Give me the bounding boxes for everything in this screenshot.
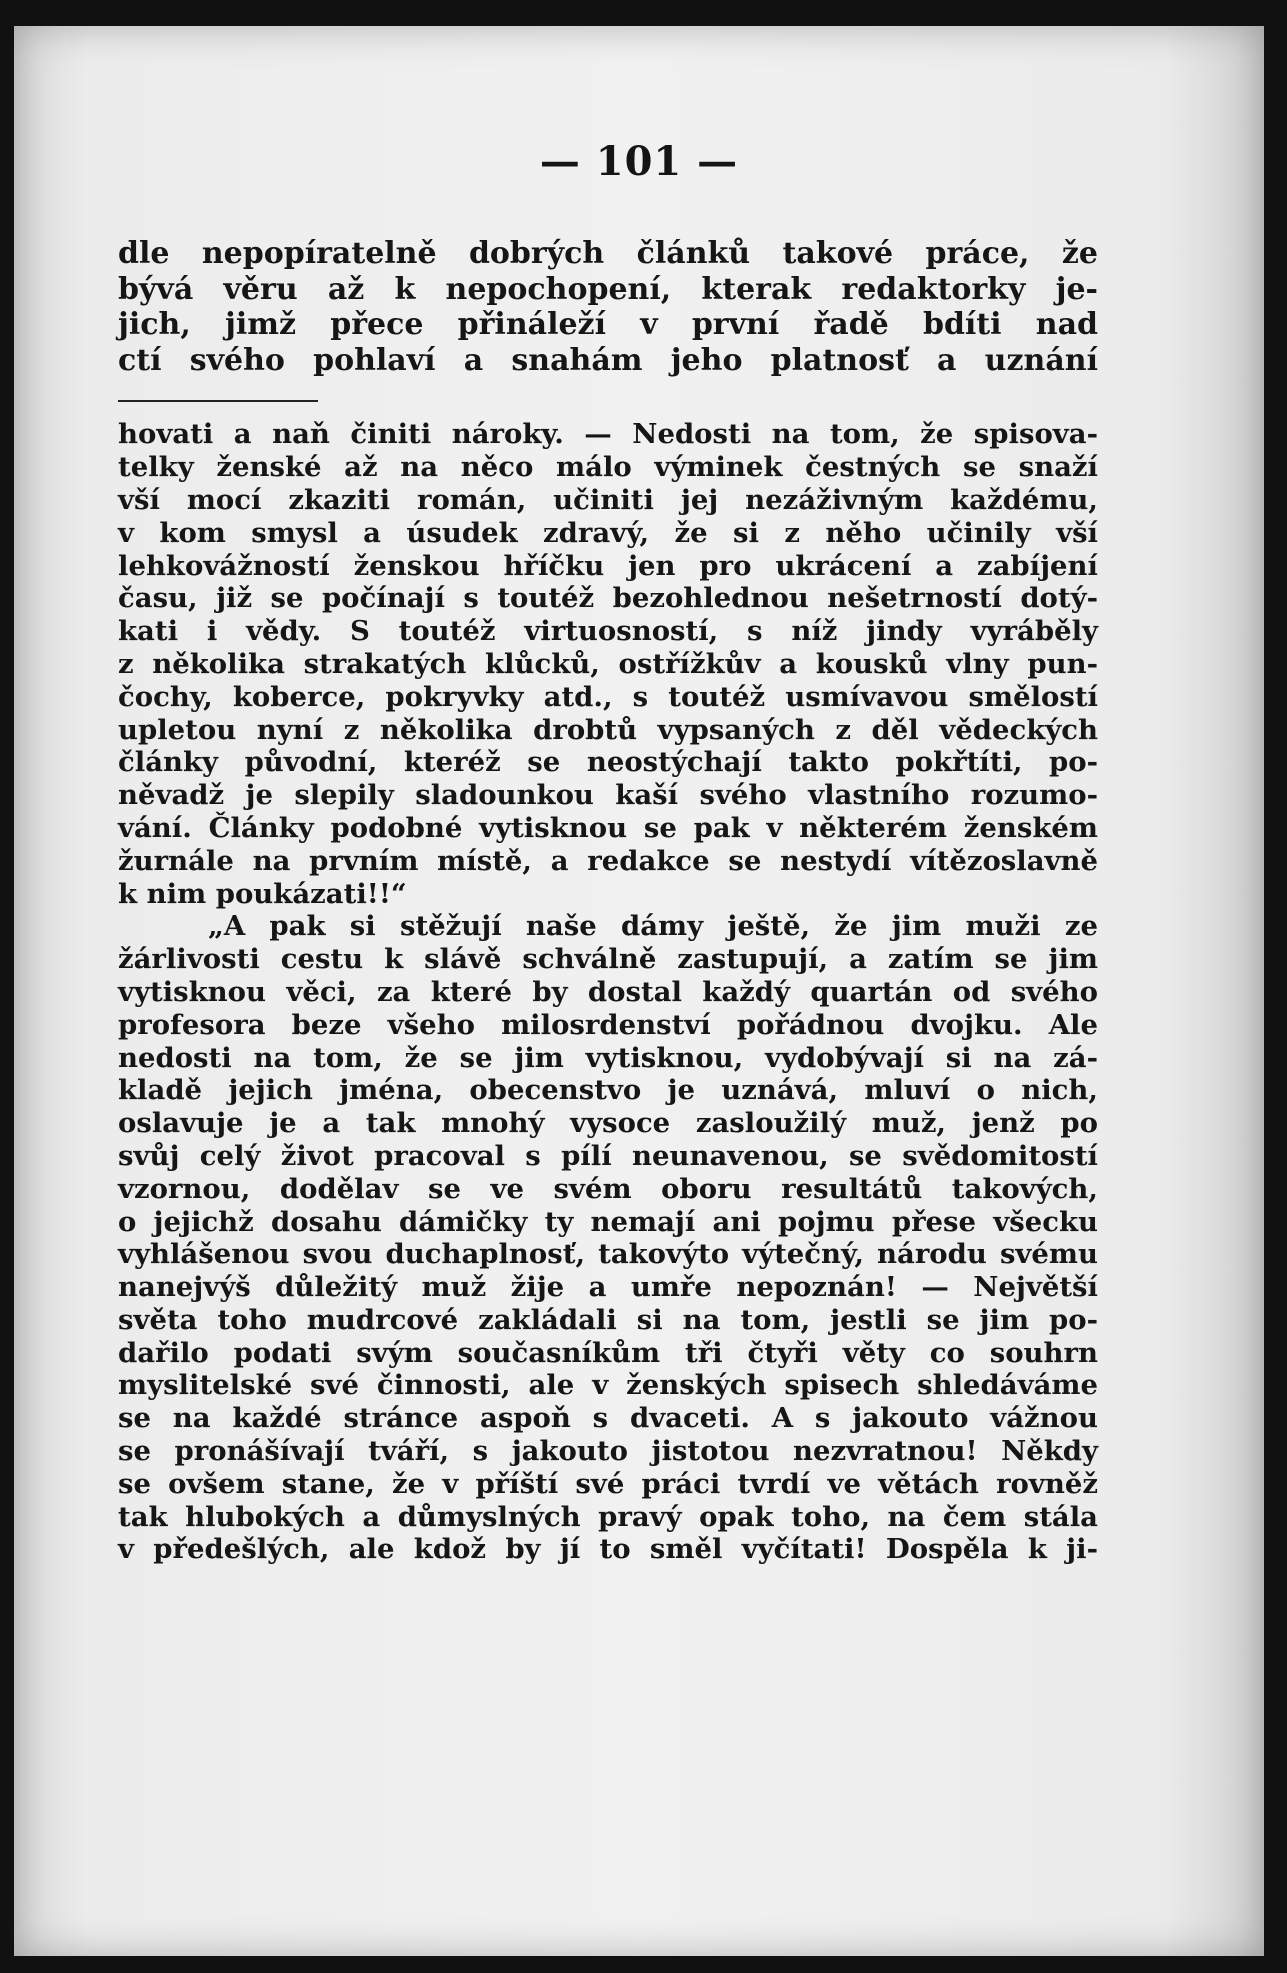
text-line: tak hlubokých a důmyslných pravý opak toho, na čem stála	[118, 1500, 1098, 1533]
text-line: lehkovážností ženskou hříčku jen pro ukrácení a zabíjení	[118, 549, 1098, 582]
text-line: vzornou, dodělav se ve svém oboru resultátů takových,	[118, 1172, 1098, 1205]
text-line: vší mocí zkaziti román, učiniti jej nezáživným každému,	[118, 483, 1098, 516]
text-line: ctí svého pohlaví a snahám jeho platnosť a uznání	[118, 342, 1098, 378]
text-line: o jejichž dosahu dámičky ty nemají ani pojmu přese všecku	[118, 1205, 1098, 1238]
text-line: žárlivosti cestu k slávě schválně zastupují, a zatím se jim	[118, 943, 1098, 976]
text-line: kati i vědy. S toutéž virtuosností, s níž jindy vyráběly	[118, 615, 1098, 648]
text-line: vyhlášenou svou duchaplnosť, takovýto výtečný, národu svému	[118, 1238, 1098, 1271]
text-line: v předešlých, ale kdož by jí to směl vyčítati! Dospěla k ji-	[118, 1533, 1098, 1566]
text-line: žurnále na prvním místě, a redakce se nestydí vítězoslavně	[118, 844, 1098, 877]
text-line: hovati a naň činiti nároky. — Nedosti na tom, že spisova-	[118, 418, 1098, 451]
text-line: nanejvýš důležitý muž žije a umře nepoznán! — Největší	[118, 1271, 1098, 1304]
text-line: k nim poukázati!!“	[118, 877, 407, 910]
text-line: nedosti na tom, že se jim vytisknou, vydobývají si na zá-	[118, 1041, 1098, 1074]
text-line: oslavuje je a tak mnohý vysoce zasloužilý muž, jenž po	[118, 1107, 1098, 1140]
book-page	[14, 26, 1264, 1956]
text-line: profesora beze všeho milosrdenství pořádnou dvojku. Ale	[118, 1008, 1098, 1041]
text-line: „A pak si stěžují naše dámy ještě, že jim muži ze	[208, 910, 1098, 943]
text-line: se ovšem stane, že v příští své práci tvrdí ve větách rovněž	[118, 1467, 1098, 1500]
text-line: v kom smysl a úsudek zdravý, že si z něho učinily vší	[118, 516, 1098, 549]
text-line: dařilo podati svým současníkům tři čtyři věty co souhrn	[118, 1336, 1098, 1369]
text-line: dle nepopíratelně dobrých článků takové práce, že	[118, 236, 1098, 271]
text-line: vytisknou věci, za které by dostal každý quartán od svého	[118, 975, 1098, 1008]
text-line: jich, jimž přece přináleží v první řadě bdíti nad	[118, 307, 1098, 343]
text-line: vání. Články podobné vytisknou se pak v některém ženském	[118, 811, 1098, 844]
text-line: z několika strakatých klůcků, ostřížkův a kousků vlny pun-	[118, 647, 1098, 680]
text-line: myslitelské své činnosti, ale v ženských spisech shledáváme	[118, 1369, 1098, 1402]
footnote-rule	[118, 400, 318, 402]
text-line: svůj celý život pracoval s pílí neunavenou, se svědomitostí	[118, 1139, 1098, 1172]
text-line: se na každé stránce aspoň s dvaceti. A s jakouto vážnou	[118, 1402, 1098, 1435]
text-line: světa toho mudrcové zakládali si na tom, jestli se jim po-	[118, 1303, 1098, 1336]
text-line: času, již se počínají s toutéž bezohlednou nešetrností dotý-	[118, 582, 1098, 615]
text-line: kladě jejich jména, obecenstvo je uznává, mluví o nich,	[118, 1074, 1098, 1107]
text-line: články původní, kteréž se neostýchají takto pokřtíti, po-	[118, 746, 1098, 779]
text-line: bývá věru až k nepochopení, kterak redaktorky je-	[118, 271, 1098, 307]
footnote-text	[118, 418, 1098, 1566]
text-line: se pronášívají tváří, s jakouto jistotou nezvratnou! Někdy	[118, 1435, 1098, 1468]
text-line: upletou nyní z několika drobtů vypsaných z děl vědeckých	[118, 713, 1098, 746]
page-text	[118, 236, 1098, 1566]
lead-paragraph	[118, 236, 1098, 378]
text-line: telky ženské až na něco málo výminek čestných se snaží	[118, 451, 1098, 484]
page-number: — 101 —	[539, 138, 739, 185]
text-line: čochy, koberce, pokryvky atd., s toutéž usmívavou smělostí	[118, 680, 1098, 713]
text-line: něvadž je slepily sladounkou kaší svého vlastního rozumo-	[118, 779, 1098, 812]
